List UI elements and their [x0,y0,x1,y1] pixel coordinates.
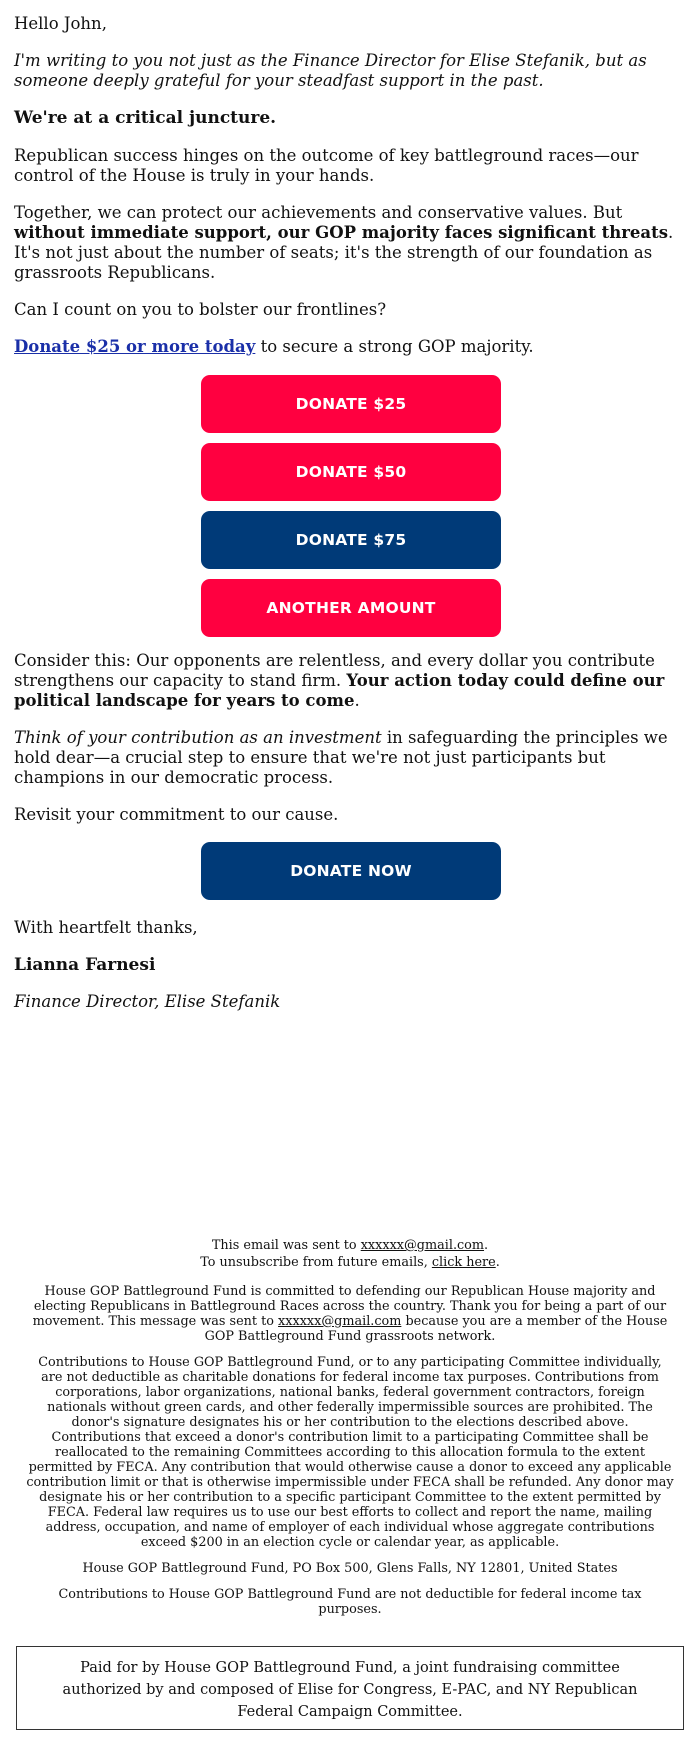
email-footer [0,1238,700,1628]
another-amount-button[interactable]: ANOTHER AMOUNT [201,579,501,637]
sent-to-prefix: This email was sent to [211,1238,361,1253]
paragraph-opponents [14,651,688,711]
about-paragraph [26,1284,674,1344]
paragraph-opponents-bold: Your action today could define our political landscape for years to come [14,671,665,710]
paragraph-opponents-end: . [354,691,360,710]
about-text-1: House GOP Battleground Fund is committed to defending our Republican House majority and electing Republicans in Battleground Races across the country. Thank you for being a part of our movement. This message was sent to [32,1284,667,1329]
unsubscribe-suffix: . [495,1255,500,1270]
paragraph-investment-rest: in safeguarding the principles we hold dear—a crucial step to ensure that we're not just participants but champions in our democratic process. [14,728,668,787]
unsubscribe-prefix: To unsubscribe from future emails, [200,1255,432,1270]
donate-25-button[interactable]: DONATE $25 [201,375,501,433]
donate-now-button[interactable]: DONATE NOW [201,842,501,900]
question-paragraph: Can I count on you to bolster our frontlines? [14,300,387,319]
paragraph-threats-bold: without immediate support, our GOP majority faces significant threats [14,223,668,242]
signature-name: Lianna Farnesi [14,955,156,975]
section-heading: We're at a critical juncture. [14,108,277,128]
donation-buttons [201,374,501,637]
paragraph-investment [14,728,688,788]
tax-note: Contributions to House GOP Battleground Fund are not deductible for federal income tax purposes. [58,1587,642,1617]
donate-now-wrapper [201,842,501,900]
recipient-email-link[interactable]: xxxxxx@gmail.com [360,1238,485,1253]
donate-25-link[interactable]: Donate $25 or more today [14,337,256,356]
unsubscribe-link[interactable]: click here [431,1255,496,1270]
donate-line [14,337,688,357]
legal-disclaimer: Contributions to House GOP Battleground Fund, or to any participating Committee individually, are not deductible as charitable donations for federal income tax purposes. Contributions from corporations, labor organizations, national banks, federal government contractors, foreign nationals without green cards, and other federally impermissible sources are prohibited. The donor's signature designates his or her contribution to the elections described above. Contributions that exceed a donor's contribution limit to a participating Committee shall be reallocated to the remaining Committees according to this allocation formula to the extent permitted by FECA. Any contribution that would otherwise cause a donor to exceed any applicable contribution limit or that is otherwise impermissible under FECA shall be refunded. Any donor may designate his or her contribution to a specific participant Committee to the extent permitted by FECA. Federal law requires us to use our best efforts to collect and report the name, mailing address, occupation, and name of employer of each individual whose aggregate contributions exceed $200 in an election cycle or calendar year, as applicable. [26,1355,674,1550]
paid-for-box: Paid for by House GOP Battleground Fund, a joint fundraising committee authorized by and composed of Elise for Congress, E-PAC, and NY Republican Federal Campaign Committee. [16,1646,684,1730]
sent-to-suffix: . [484,1238,489,1253]
paragraph-opponents-start: Consider this: Our opponents are relentless, and every dollar you contribute strengthens our capacity to stand firm. [14,651,655,690]
intro-paragraph: I'm writing to you not just as the Finance Director for Elise Stefanik, but as someone deeply grateful for your steadfast support in the past. [14,51,647,90]
signature-title: Finance Director, Elise Stefanik [14,992,281,1011]
unsubscribe-line [26,1255,674,1270]
paragraph-threats-end: . It's not just about the number of seats; it's the strength of our foundation as grassroots Republicans. [14,223,674,282]
donate-line-rest: to secure a strong GOP majority. [255,337,534,356]
paragraph-battleground: Republican success hinges on the outcome of key battleground races—our control of the House is truly in your hands. [14,146,639,185]
paragraph-investment-italic: Think of your contribution as an investment [14,728,382,747]
about-email-link[interactable]: xxxxxx@gmail.com [278,1314,402,1329]
donate-50-button[interactable]: DONATE $50 [201,443,501,501]
donate-75-button[interactable]: DONATE $75 [201,511,501,569]
about-text-2: because you are a member of the House GOP Battleground Fund grassroots network. [204,1314,668,1344]
greeting: Hello John, [14,14,107,33]
sent-to-line [26,1238,674,1253]
paragraph-revisit: Revisit your commitment to our cause. [14,805,339,824]
paragraph-threats [14,203,688,283]
paragraph-threats-start: Together, we can protect our achievements and conservative values. But [14,203,623,222]
mailing-address: House GOP Battleground Fund, PO Box 500, Glens Falls, NY 12801, United States [82,1561,618,1576]
closing-line: With heartfelt thanks, [14,918,198,937]
